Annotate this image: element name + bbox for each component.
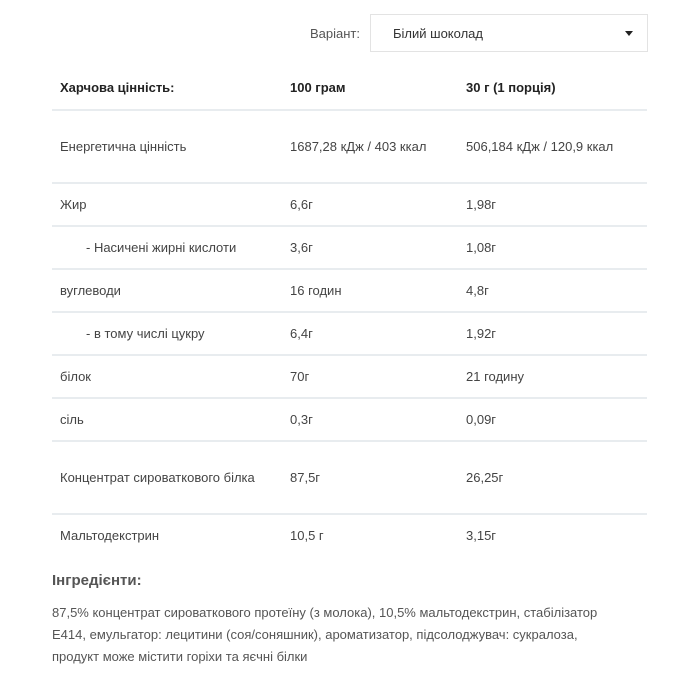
nutrient-name: - в тому числі цукру xyxy=(52,312,282,355)
value-per-serving: 1,98г xyxy=(458,183,647,226)
value-per-100g: 87,5г xyxy=(282,441,458,514)
chevron-down-icon xyxy=(625,31,633,36)
nutrient-name: Мальтодекстрин xyxy=(60,527,160,543)
value-per-100g: 0,3г xyxy=(282,398,458,441)
value-per-serving: 0,09г xyxy=(458,398,647,441)
value-per-serving: 1,08г xyxy=(458,226,647,269)
variant-selected-value: Білий шоколад xyxy=(393,25,483,41)
table-row xyxy=(52,110,647,183)
value-per-100g: 10,5 г xyxy=(290,527,324,543)
table-row xyxy=(52,514,647,556)
value-per-100g: 1687,28 кДж / 403 ккал xyxy=(282,110,458,183)
value-per-serving: 506,184 кДж / 120,9 ккал xyxy=(458,110,647,183)
nutrient-name: білок xyxy=(52,355,282,398)
table-row xyxy=(52,183,647,226)
value-per-100g: 6,6г xyxy=(282,183,458,226)
nutrient-name: Жир xyxy=(52,183,282,226)
table-header-row xyxy=(52,69,647,110)
value-per-serving: 26,25г xyxy=(458,441,647,514)
value-per-serving: 21 годину xyxy=(458,355,647,398)
variant-label: Варіант: xyxy=(310,25,360,41)
variant-selector-row xyxy=(0,14,648,52)
table-row xyxy=(52,269,647,312)
table-row xyxy=(52,398,647,441)
header-nutrient: Харчова цінність: xyxy=(52,69,282,110)
value-per-100g: 3,6г xyxy=(282,226,458,269)
nutrition-table xyxy=(52,69,647,556)
value-per-100g: 16 годин xyxy=(282,269,458,312)
nutrient-name: вуглеводи xyxy=(52,269,282,312)
table-row xyxy=(52,312,647,355)
header-per-serving: 30 г (1 порція) xyxy=(458,69,647,110)
nutrient-name: - Насичені жирні кислоти xyxy=(52,226,282,269)
value-per-serving: 1,92г xyxy=(458,312,647,355)
header-per-100g: 100 грам xyxy=(282,69,458,110)
value-per-serving: 4,8г xyxy=(458,269,647,312)
value-per-100g: 6,4г xyxy=(282,312,458,355)
value-per-serving: 3,15г xyxy=(466,527,497,543)
table-row xyxy=(52,441,647,514)
table-row xyxy=(52,355,647,398)
ingredients-heading: Інгредієнти: xyxy=(52,572,142,589)
nutrient-name: сіль xyxy=(52,398,282,441)
nutrient-name: Енергетична цінність xyxy=(52,110,282,183)
table-row xyxy=(52,226,647,269)
nutrient-name: Концентрат сироваткового білка xyxy=(52,441,282,514)
ingredients-text: 87,5% концентрат сироваткового протеїну (з молока), 10,5% мальтодекстрин, стабілізатор Е414, емульгатор: лецитини (соя/соняшник), ароматизатор, підсолоджувач: сукралоза, продукт може містити горіхи та яєчні білки xyxy=(52,605,598,664)
variant-select[interactable] xyxy=(370,14,648,52)
value-per-100g: 70г xyxy=(282,355,458,398)
